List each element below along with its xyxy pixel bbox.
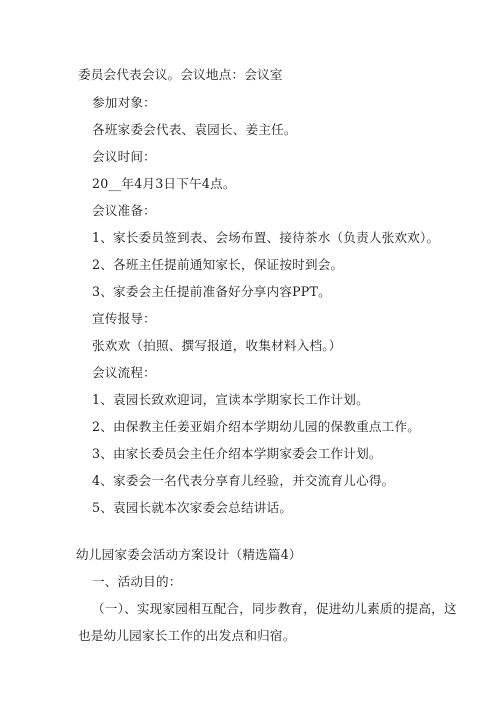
list-item: 2、由保教主任姜亚娟介绍本学期幼儿园的保教重点工作。 [92, 419, 421, 434]
list-item: 3、家委会主任提前准备好分享内容PPT。 [92, 284, 331, 299]
text-line: 张欢欢（拍照、撰写报道，收集材料入档。） [92, 338, 342, 353]
section-label-participants: 参加对象： [92, 95, 156, 110]
text-line: 也是幼儿园家长工作的出发点和归宿。 [78, 628, 296, 643]
text-line: 各班家委会代表、袁园长、姜主任。 [92, 122, 297, 137]
section-heading: 幼儿园家委会活动方案设计（精选篇4） [76, 547, 302, 562]
section-label-agenda: 会议流程： [92, 365, 156, 380]
section-label-publicity: 宣传报导： [92, 311, 156, 326]
list-item: 1、家长委员签到表、会场布置、接待茶水（负责人张欢欢）。 [92, 230, 440, 245]
text-line: 委员会代表会议。会议地点：会议室 [78, 67, 283, 82]
list-item: 4、家委会一名代表分享育儿经验，并交流育儿心得。 [92, 473, 395, 488]
section-label-preparation: 会议准备： [92, 203, 156, 218]
list-item: 1、袁园长致欢迎词，宣读本学期家长工作计划。 [92, 392, 369, 407]
list-item: 2、各班主任提前通知家长，保证按时到会。 [92, 257, 344, 272]
list-item: 3、由家长委员会主任介绍本学期家委会工作计划。 [92, 446, 382, 461]
text-line: 20__年4月3日下午4点。 [92, 176, 236, 191]
text-line: （一）、实现家园相互配合，同步教育，促进幼儿素质的提高，这 [92, 601, 457, 616]
list-item: 5、袁园长就本次家委会总结讲话。 [92, 500, 293, 515]
subheading: 一、活动目的： [92, 574, 182, 589]
section-label-time: 会议时间： [92, 149, 156, 164]
